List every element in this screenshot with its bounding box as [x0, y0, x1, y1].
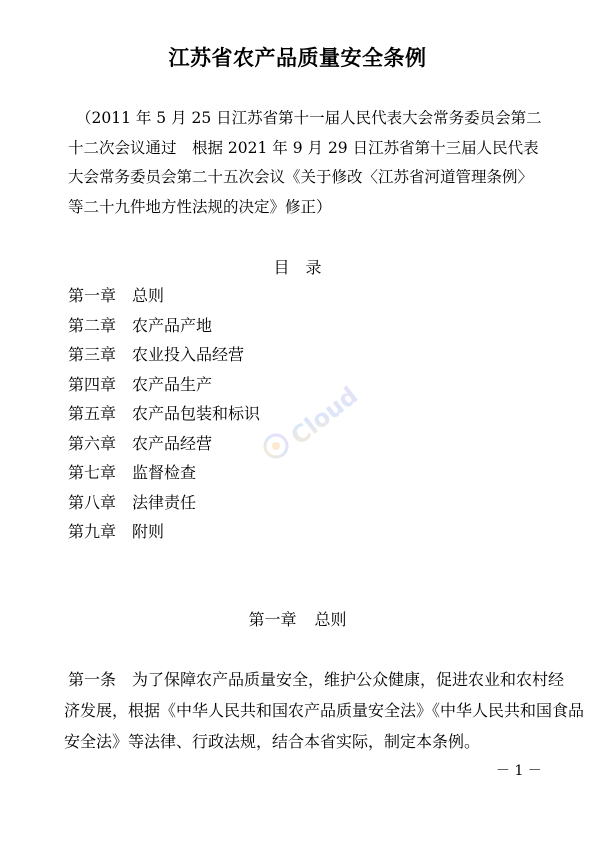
- chapter-name: 总则: [314, 610, 347, 629]
- toc-chapter-number: 第一章: [68, 286, 117, 305]
- note-line: 等二十九件地方性法规的决定》修正）: [68, 197, 332, 216]
- toc-chapter-number: 第四章: [68, 374, 117, 394]
- article-number: 第一条: [68, 670, 117, 689]
- toc-item: [68, 458, 260, 488]
- toc-chapter-name: 农产品包装和标识: [132, 404, 261, 423]
- toc-chapter-number: 第六章: [68, 433, 117, 453]
- toc-chapter-number: 第二章: [68, 315, 117, 335]
- page-number: － 1 －: [496, 763, 542, 779]
- toc-item: [68, 429, 260, 459]
- document-title: 江苏省农产品质量安全条例: [168, 45, 427, 70]
- table-of-contents: [68, 281, 260, 547]
- toc-item: [68, 340, 260, 370]
- watermark-text: Cloud: [285, 381, 364, 451]
- toc-chapter-number: 第九章: [68, 522, 117, 541]
- note-line: 十二次会议通过 根据 2021 年 9 月 29 日江苏省第十三届人民代表: [68, 138, 539, 157]
- article-1: [64, 664, 585, 757]
- toc-item: [68, 281, 260, 311]
- toc-item: [68, 488, 260, 518]
- toc-item: [68, 517, 260, 547]
- toc-chapter-name: 农业投入品经营: [132, 345, 245, 364]
- note-line: 大会常务委员会第二十五次会议《关于修改〈江苏省河道管理条例〉: [68, 168, 534, 186]
- toc-chapter-number: 第五章: [68, 404, 117, 423]
- toc-chapter-name: 监督检查: [132, 463, 197, 482]
- chapter-number: 第一章: [248, 610, 297, 629]
- toc-chapter-name: 农产品生产: [132, 374, 213, 394]
- toc-chapter-name: 农产品经营: [132, 433, 213, 453]
- cloud-watermark-logo: [258, 380, 364, 465]
- toc-chapter-name: 农产品产地: [132, 315, 213, 335]
- toc-chapter-number: 第七章: [68, 463, 117, 482]
- toc-chapter-name: 法律责任: [132, 492, 197, 512]
- toc-item: [68, 311, 260, 341]
- toc-item: [68, 399, 260, 429]
- toc-title: 目 录: [273, 258, 322, 277]
- chapter-heading: [0, 607, 595, 630]
- toc-chapter-name: 总则: [132, 286, 165, 305]
- toc-chapter-number: 第八章: [68, 492, 117, 512]
- article-line: 济发展，根据《中华人民共和国农产品质量安全法》《中华人民共和国食品: [64, 701, 585, 720]
- toc-chapter-number: 第三章: [68, 345, 117, 364]
- toc-chapter-name: 附则: [132, 522, 165, 541]
- note-line: （2011 年 5 月 25 日江苏省第十一届人民代表大会常务委员会第二: [76, 109, 542, 127]
- article-line: [64, 664, 564, 695]
- article-line: 安全法》等法律、行政法规，结合本省实际，制定本条例。: [64, 732, 481, 751]
- article-text: 为了保障农产品质量安全，维护公众健康，促进农业和农村经: [132, 670, 565, 689]
- adoption-note: [68, 104, 542, 222]
- toc-item: [68, 370, 260, 400]
